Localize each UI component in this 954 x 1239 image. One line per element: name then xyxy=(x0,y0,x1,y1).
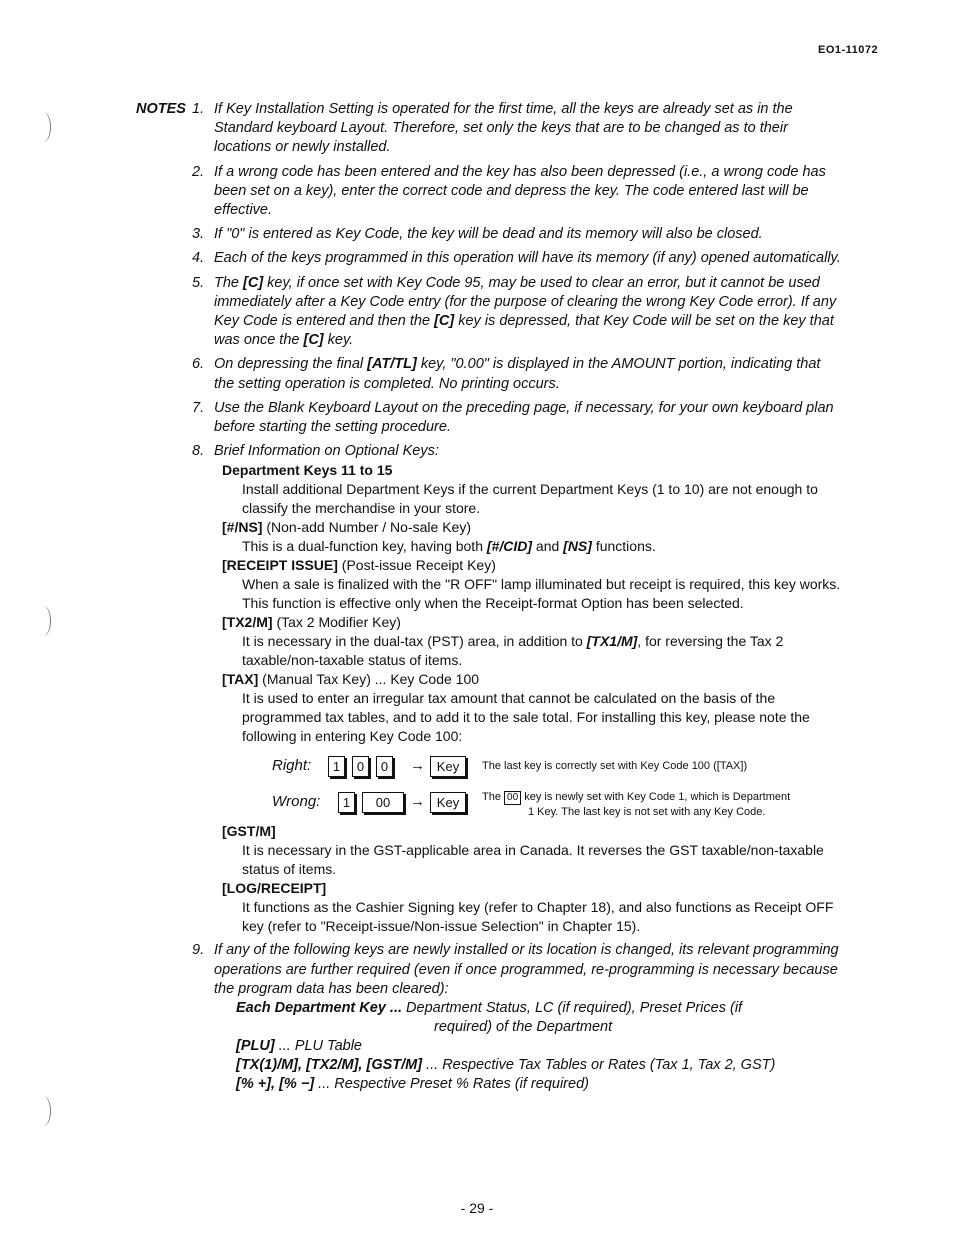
tx2-key-desc: It is necessary in the dual-tax (PST) area, in addition to [TX1/M], for reversing the Tax 2 taxable/non-taxable status of items. xyxy=(242,633,784,669)
wrong-note: The 00 key is newly set with Key Code 1, which is Department 1 Key. The last key is not set with any Key Code. xyxy=(482,791,791,819)
reprogram-list xyxy=(236,999,842,1094)
note-3 xyxy=(132,225,842,244)
note-4 xyxy=(132,249,842,268)
arrow-right-icon: → xyxy=(410,757,425,775)
key-1: 1 xyxy=(338,792,355,813)
tax-key-heading: [TAX] (Manual Tax Key) ... Key Code 100 xyxy=(222,671,480,688)
key-0: 0 xyxy=(352,756,369,777)
list-item-cont: required) of the Department xyxy=(434,1019,613,1036)
note-text: If a wrong code has been entered and the key has also been depressed (i.e., a wrong code has been set on a key), enter the correct code and depress the key. The code entered last will be effective. xyxy=(214,163,826,219)
ns-key-heading: [#/NS] (Non-add Number / No-sale Key) xyxy=(222,519,471,536)
note-2 xyxy=(132,163,842,221)
note-text: The [C] key, if once set with Key Code 95, may be used to clear an error, but it cannot be used immediately after a Key Code entry (for the purpose of clearing the wrong Key Code error). If any Key Code is entered and then the [C] key is depressed, that Key Code will be set on the key that was once the [C] key. xyxy=(214,274,837,349)
optional-keys xyxy=(222,461,842,936)
binder-mark xyxy=(36,606,51,636)
arrow-right-icon: → xyxy=(410,793,425,811)
tax-key-desc: It is used to enter an irregular tax amount that cannot be calculated on the basis of the programmed tax tables, and to add it to the sale total. For installing this key, please note the following in entering Key Code 100: xyxy=(242,690,810,745)
note-number: 3. xyxy=(192,226,205,243)
note-number: 1. xyxy=(192,101,205,117)
note-text: Each of the keys programmed in this operation will have its memory (if any) opened automatically. xyxy=(214,250,841,267)
example-right xyxy=(272,750,842,786)
note-9 xyxy=(132,941,842,1094)
list-item: [PLU] ... PLU Table xyxy=(236,1038,362,1055)
dept-keys-title: Department Keys 11 to 15 xyxy=(222,462,393,479)
note-text: Use the Blank Keyboard Layout on the preceding page, if necessary, for your own keyboard plan before starting the setting procedure. xyxy=(214,399,834,436)
wrong-label: Wrong: xyxy=(272,793,321,811)
list-item: Each Department Key ... Department Status, LC (if required), Preset Prices (if xyxy=(236,1000,743,1017)
note-1 xyxy=(132,100,842,158)
key-00: 00 xyxy=(504,791,521,805)
key-0: 0 xyxy=(376,756,393,777)
note-number: 8. xyxy=(192,443,205,460)
note-number: 5. xyxy=(192,274,205,291)
note-text: If any of the following keys are newly installed or its location is changed, its relevant programming operations are further required (even if once programmed, re-programming is necessary because the program data has been cleared): xyxy=(214,942,839,997)
binder-mark xyxy=(36,112,51,142)
receipt-key-heading: [RECEIPT ISSUE] (Post-issue Receipt Key) xyxy=(222,557,496,574)
dept-keys-desc: Install additional Department Keys if the current Department Keys (1 to 10) are not enough to classify the merchandise in your store. xyxy=(242,481,818,517)
note-number: 2. xyxy=(192,163,205,180)
note-number: 7. xyxy=(192,399,205,416)
key-key: Key xyxy=(430,756,466,777)
notes-label: NOTES xyxy=(136,101,186,117)
note-8 xyxy=(132,442,842,936)
key-00: 00 xyxy=(362,792,404,813)
tx2-key-heading: [TX2/M] (Tax 2 Modifier Key) xyxy=(222,614,401,631)
note-number: 6. xyxy=(192,356,205,373)
key-key: Key xyxy=(430,792,466,813)
list-item: [TX(1)/M], [TX2/M], [GST/M] ... Respective Tax Tables or Rates (Tax 1, Tax 2, GST) xyxy=(236,1057,776,1074)
notes-section xyxy=(132,100,842,1099)
doc-id: EO1-11072 xyxy=(818,44,879,56)
note-7 xyxy=(132,399,842,437)
note-number: 9. xyxy=(192,942,205,959)
list-item: [% +], [% −] ... Respective Preset % Rates (if required) xyxy=(236,1076,589,1093)
gst-key-desc: It is necessary in the GST-applicable area in Canada. It reverses the GST taxable/non-taxable status of items. xyxy=(242,842,824,878)
note-6 xyxy=(132,355,842,393)
log-key-desc: It functions as the Cashier Signing key (refer to Chapter 18), and also functions as Receipt OFF key (refer to "Receipt-issue/Non-issue Selection" in Chapter 15). xyxy=(242,899,834,935)
log-key-heading: [LOG/RECEIPT] xyxy=(222,880,327,897)
example-wrong xyxy=(272,786,842,822)
page-number: - 29 - xyxy=(460,1200,494,1216)
receipt-key-desc: When a sale is finalized with the "R OFF" lamp illuminated but receipt is required, this key works. This function is effective only when the Receipt-format Option has been selected. xyxy=(242,576,841,612)
gst-key-heading: [GST/M] xyxy=(222,823,276,840)
note-5 xyxy=(132,274,842,351)
note-text: On depressing the final [AT/TL] key, "0.00" is displayed in the AMOUNT portion, indicating that the setting operation is completed. No printing occurs. xyxy=(214,356,821,392)
note-text: Brief Information on Optional Keys: xyxy=(214,443,439,460)
binder-mark xyxy=(36,1096,51,1126)
note-number: 4. xyxy=(192,250,205,267)
key-1: 1 xyxy=(328,756,345,777)
right-note: The last key is correctly set with Key Code 100 ([TAX]) xyxy=(482,760,748,773)
note-text: If Key Installation Setting is operated for the first time, all the keys are already set as in the Standard keyboard Layout. Therefore, set only the keys that are to be changed as to their locations or newly installed. xyxy=(214,101,793,156)
note-text: If "0" is entered as Key Code, the key will be dead and its memory will also be closed. xyxy=(214,226,763,243)
ns-key-desc: This is a dual-function key, having both [#/CID] and [NS] functions. xyxy=(242,538,656,555)
right-label: Right: xyxy=(272,757,312,775)
